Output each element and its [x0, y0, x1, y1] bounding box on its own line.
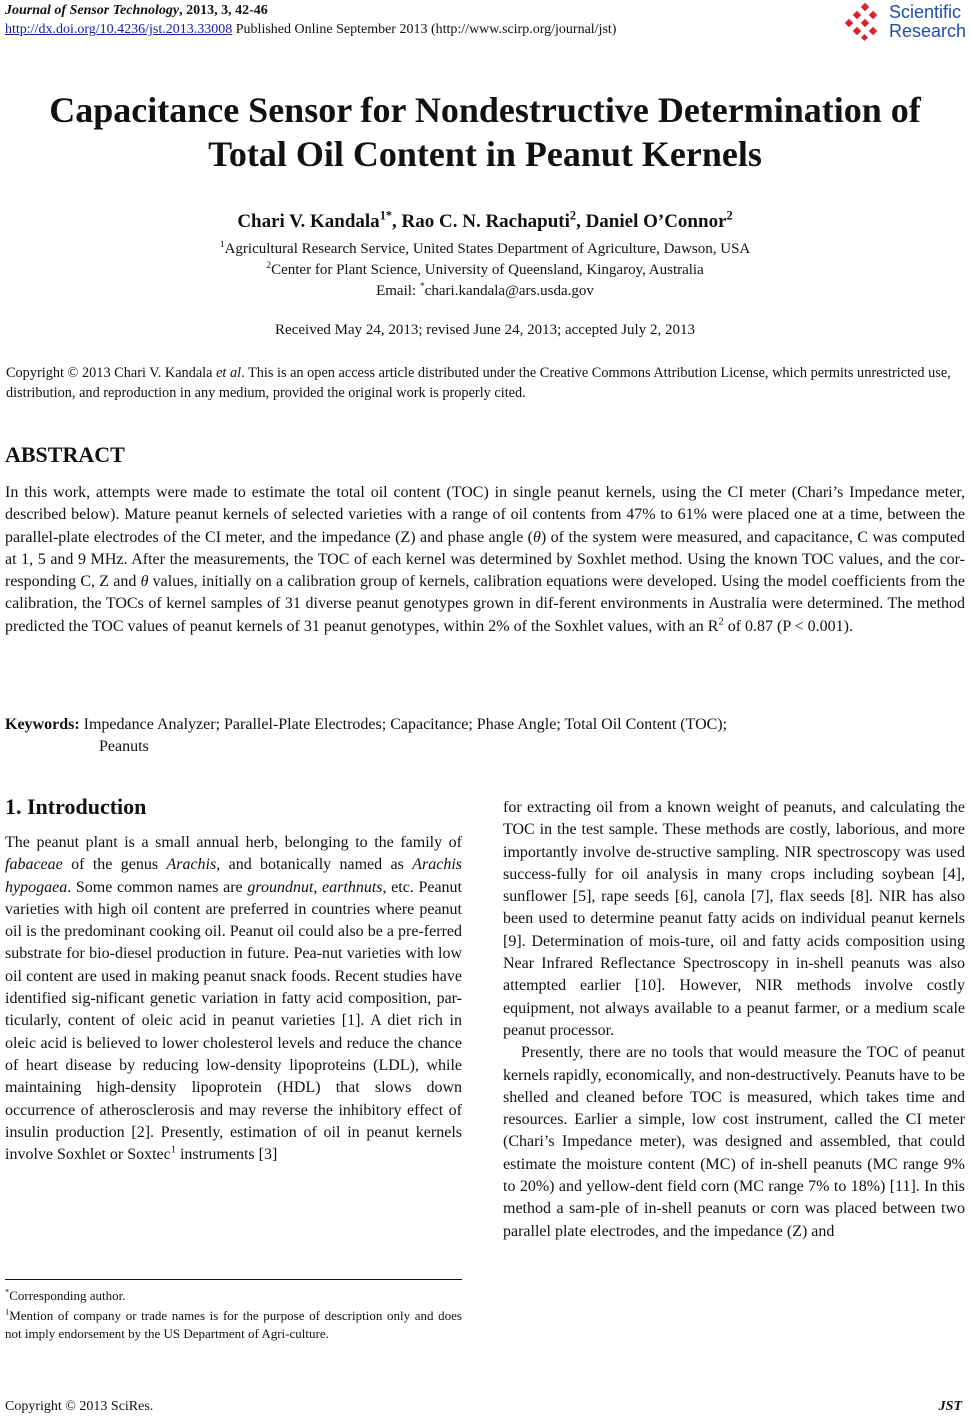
r-squared-sup: 2: [718, 616, 724, 628]
intro-column-left: [5, 832, 462, 1166]
text-run: The peanut plant is a small annual herb, belonging to the family of: [5, 834, 462, 851]
footnote-text-2: Mention of company or trade names is for the purpose of description only and does not imply endorsement by the US Department of Agri-culture.: [5, 1308, 462, 1341]
abstract-part-3: values, initially on a calibration group of kernels, calibration equations were developed. Using the model coefficients from the calibration, the TOCs of kernel samples of 31 diverse peanut genotypes grown in dif-ferent environments in Australia were determined. The method predicted the TOC values of peanut kernels of 31 peanut genotypes, within 2% of the Soxhlet values, with an R: [5, 573, 966, 635]
abstract-body: [5, 482, 965, 638]
footnotes: [5, 1287, 462, 1345]
published-online: Published Online September 2013 (http://www.scirp.org/journal/jst): [232, 22, 617, 37]
logo-text: [889, 3, 966, 41]
keywords-line-2: Peanuts: [99, 738, 149, 755]
keywords-line-1: Impedance Analyzer; Parallel-Plate Electrodes; Capacitance; Phase Angle; Total Oil Content (TOC);: [79, 716, 728, 733]
title-line-1: Capacitance Sensor for Nondestructive Determination of: [49, 90, 921, 130]
doi-line: [5, 21, 616, 39]
footnote-corresponding: [5, 1287, 462, 1305]
footer-copyright: Copyright © 2013 SciRes.: [5, 1399, 154, 1414]
scientific-research-logo: [844, 0, 966, 44]
footnote-disclaimer: [5, 1307, 462, 1343]
italic-arachis: Arachis: [166, 856, 217, 874]
copyright-notice: [6, 363, 966, 403]
italic-hypogaea: Arachis hypogaea: [5, 856, 463, 896]
email-address: chari.kandala@ars.usda.gov: [424, 283, 594, 299]
author-3-affil: 2: [726, 208, 733, 223]
text-run: of the genus: [62, 856, 167, 874]
footnote-mark-1: *: [5, 1286, 10, 1297]
author-1-affil: 1*: [379, 208, 393, 223]
email-line: [0, 281, 970, 301]
affiliation-2: [0, 260, 970, 280]
theta-symbol: θ: [532, 528, 541, 546]
affiliation-2-text: Center for Plant Science, University of Queensland, Kingaroy, Australia: [271, 262, 704, 278]
author-2: , Rao C. N. Rachaputi: [392, 211, 570, 232]
text-run: , and botanically named as: [216, 856, 413, 874]
journal-name: Journal of Sensor Technology: [5, 3, 180, 18]
intro-paragraph-2: for extracting oil from a known weight of peanuts, and calculating the TOC in the test sample. These methods are costly, laborious, and more importantly involve de-structive sampling. NIR spectroscopy was used success-fully for oil analysis in many crops including soybean [4], sunflower [5], rape seeds [6], canola [7], flax seeds [8]. NIR has also been used to determine peanut fatty acids on individual peanut kernels [9]. Determination of mois-ture, oil and fatty acids composition using Near Infrared Reflectance Spectroscopy in in-shell peanuts was also attempted earlier [10]. However, NIR methods involve costly equipment, not always available to a peanut farmer, or a medium scale peanut processor.: [503, 799, 965, 1039]
keywords-label: Keywords:: [5, 716, 80, 733]
abstract-part-2: ) of the system were measured, and capacitance, C was computed at 1, 5 and 9 MHz. After the measurements, the TOC of each kernel was determined by Soxhlet method. Using the known TOC values, and the cor-responding C, Z and: [5, 528, 966, 591]
logo-line-1: Scientific: [889, 2, 962, 22]
doi-link[interactable]: http://dx.doi.org/10.4236/jst.2013.33008: [5, 22, 233, 37]
copyright-post: . This is an open access article distributed under the Creative Commons Attribution License, which permits unrestricted use, distribution, and reproduction in any medium, provided the original work is properly cited.: [6, 365, 951, 401]
author-list: [0, 210, 970, 234]
footnote-divider: [5, 1279, 462, 1280]
footer-journal-abbrev: JST: [938, 1399, 962, 1414]
theta-symbol-2: θ: [140, 573, 149, 591]
logo-mark-icon: [844, 2, 886, 42]
author-2-affil: 2: [569, 208, 577, 223]
italic-fabaceae: fabaceae: [5, 856, 63, 874]
author-1: Chari V. Kandala: [237, 211, 380, 232]
affiliation-2-mark: 2: [266, 260, 272, 271]
section-heading-introduction: 1. Introduction: [5, 794, 147, 819]
footnote-ref-1: 1: [170, 1144, 176, 1156]
abstract-part-4: of 0.87 (P < 0.001).: [723, 617, 853, 635]
text-run: ,: [313, 878, 323, 896]
email-label: Email:: [376, 283, 420, 299]
text-run: . Some common names are: [67, 878, 248, 896]
text-run: , etc. Peanut varieties with high oil content are preferred in countries where peanut oil is the predominant cooking oil. Peanut oil could also be a pre-ferred substrate for bio-diesel production in future. Pea-nut varieties with low oil content are used in making peanut snack foods. Recent studies have identified sig-nificant genetic variation in fatty acid composition, par-ticularly, content of oleic acid in peanut varieties [1]. A diet rich in oleic acid is believed to lower cholesterol levels and reduce the chance of heart disease by reducing low-density lipoproteins (LDL), while maintaining high-density lipoprotein (HDL) that slows down occurrence of atherosclerosis and may reverse the inhibitory effect of insulin production [2]. Presently, estimation of oil in peanut kernels involve Soxhlet or Soxtec: [5, 878, 462, 1164]
keywords: [5, 714, 965, 758]
text-run: instruments [3]: [175, 1146, 278, 1164]
intro-column-right: [503, 797, 965, 1243]
received-dates: Received May 24, 2013; revised June 24, 2013; accepted July 2, 2013: [275, 322, 695, 338]
title-line-2: Total Oil Content in Peanut Kernels: [208, 134, 762, 174]
email-mark: *: [419, 281, 425, 292]
italic-groundnut: groundnut: [247, 878, 314, 896]
footnote-mark-2: 1: [5, 1306, 10, 1317]
copyright-etal: et al: [216, 365, 242, 381]
intro-paragraph-1: [5, 832, 462, 1166]
intro-paragraph-3: Presently, there are no tools that would measure the TOC of peanut kernels rapidly, economically, and non-destructively. Peanuts have to be shelled and cleaned before TOC is measured, which takes time and resources. Earlier a simple, low cost instrument, called the CI meter (Chari’s Impedance meter), was designed and assembled, that could estimate the moisture content (MC) of in-shell peanuts (MC range 9% to 20%) and yellow-dent field corn (MC range 7% to 18%) [11]. In this method a sam-ple of in-shell peanuts or corn was placed between two parallel plate electrodes, and the impedance (Z) and: [503, 1044, 965, 1240]
journal-volume: , 2013, 3, 42-46: [179, 3, 268, 18]
affiliation-1-mark: 1: [219, 239, 225, 250]
abstract-heading: ABSTRACT: [5, 442, 125, 467]
affiliation-1-text: Agricultural Research Service, United States Department of Agriculture, Dawson, USA: [224, 241, 751, 257]
footnote-text-1: Corresponding author.: [9, 1288, 126, 1303]
journal-citation: [5, 2, 268, 20]
logo-line-2: Research: [889, 21, 967, 41]
copyright-pre: Copyright © 2013 Chari V. Kandala: [6, 365, 217, 381]
italic-earthnuts: earthnuts: [322, 878, 383, 896]
abstract-part-1: In this work, attempts were made to estimate the total oil content (TOC) in single peanut kernels, using the CI meter (Chari’s Impedance meter, described below). Mature peanut kernels of selected varieties with a range of oil contents from 47% to 61% were placed one at a time, between the parallel-plate electrodes of the CI meter, and the impedance (Z) and phase angle (: [5, 484, 965, 546]
affiliation-1: [0, 239, 970, 259]
paper-title: [0, 88, 970, 176]
author-3: , Daniel O’Connor: [576, 211, 727, 232]
